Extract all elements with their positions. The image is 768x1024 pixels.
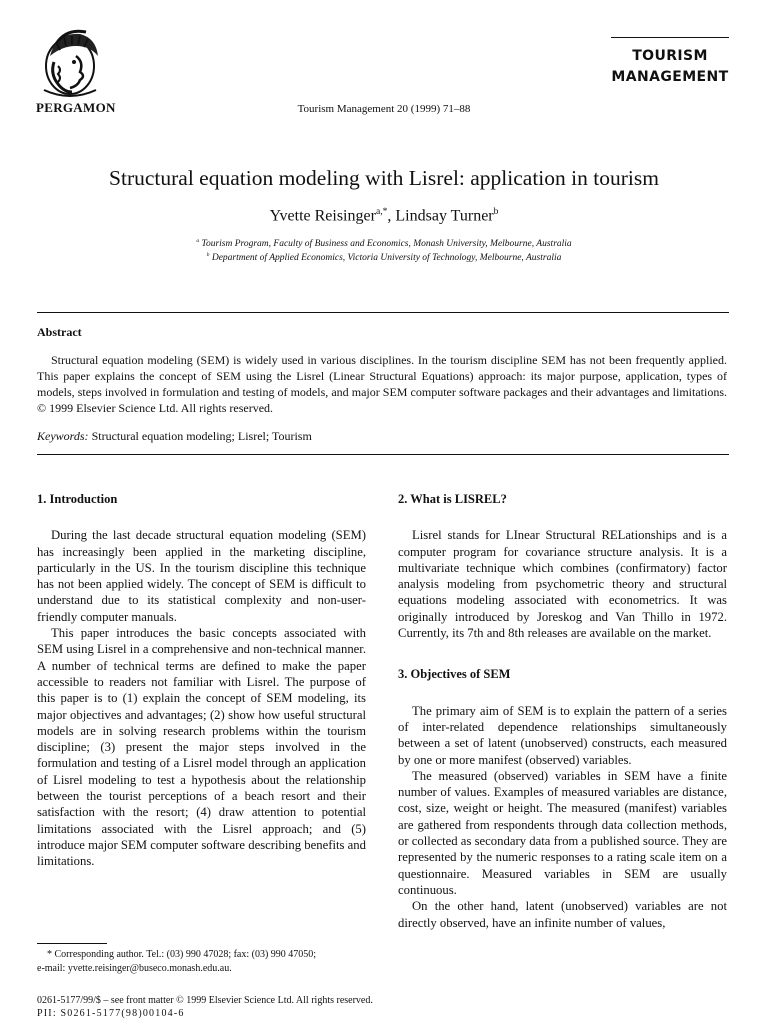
abstract-text: Structural equation modeling (SEM) is widely used in various disciplines. In the tourism discipline SEM has not been frequently applied. This paper explains the concept of SEM using the Lisrel (Linear Structural Equations) approach: its major purpose, application, types of models, steps involved in formulation and testing of models, and major SEM computer software packages and their advantages and limitations. © 1999 Elsevier Science Ltd. All rights reserved. — [37, 353, 727, 415]
footnote-line-2: e-mail: yvette.reisinger@buseco.monash.edu.au. — [37, 963, 232, 974]
keywords-value: Structural equation modeling; Lisrel; Tourism — [91, 429, 312, 443]
author-1: Yvette Reisinger — [269, 207, 376, 225]
abstract-heading: Abstract — [37, 325, 82, 339]
abstract-top-rule — [37, 312, 729, 313]
author-1-marks: a,* — [375, 206, 388, 217]
affiliation-a — [0, 238, 768, 249]
affiliation-a-mark: a — [196, 238, 200, 244]
pii-line: PII: S0261-5177(98)00104-6 — [37, 1008, 185, 1019]
section-3-title: 3. Objectives of SEM — [398, 667, 511, 682]
intro-paragraph-1: During the last decade structural equation modeling (SEM) has increasingly been applied in the marketing discipline, particularly in the US. In the tourism discipline this technique has not been applied widely. The concept of SEM is difficult to understand due to its statistical complexity and non-user-friendly computer manuals. — [37, 528, 366, 624]
article-title: Structural equation modeling with Lisrel: application in tourism — [109, 166, 659, 190]
abstract-bottom-rule — [37, 454, 729, 455]
author-2-marks: b — [493, 206, 499, 217]
brand-line-1: TOURISM — [632, 48, 708, 64]
brand-divider — [611, 37, 729, 38]
affiliation-b — [0, 252, 768, 263]
brand-line-2: MANAGEMENT — [611, 69, 729, 85]
helmeted-head-emblem-icon — [36, 26, 106, 98]
author-separator: , — [387, 207, 396, 225]
lisrel-paragraph: Lisrel stands for LInear Structural RELationships and is a computer program for covariance structure analysis. It is a multivariate technique which combines (confirmatory) factor analysis modeling from psychometric theory and structural equations modeling associated with econometrics. It was originally introduced by Joreskog and Van Thillo in 1972. Currently, its 7th and 8th releases are available on the market. — [398, 528, 727, 641]
intro-paragraph-2: This paper introduces the basic concepts associated with SEM using Lisrel in a comprehensive and non-technical manner. A number of technical terms are defined to make the paper accessible to readers not familiar with Lisrel. The purpose of this paper is to (1) explain the concept of SEM modeling, its major objectives and advantages; (2) show how useful structural models are in solving research problems within the tourism discipline; (3) present the major steps involved in the formulation and testing of a Lisrel model through an application of Lisrel modeling to test a hypothesis about the relationship between the tourist perceptions of a beach resort and their satisfaction with the resort; (4) draw attention to potential limitations associated with the Lisrel approach; and (5) introduce major SEM computer software describing benefits and limitations. — [37, 626, 366, 869]
section-1-title: 1. Introduction — [37, 492, 118, 506]
author-2: Lindsay Turner — [395, 207, 494, 225]
right-column — [398, 491, 727, 931]
keywords-label: Keywords: — [37, 429, 89, 443]
affiliation-a-text: Tourism Program, Faculty of Business and Economics, Monash University, Melbourne, Australia — [201, 239, 572, 250]
objectives-paragraph-1: The primary aim of SEM is to explain the pattern of a series of inter-related dependence relationships simultaneously between a set of latent (unobserved) constructs, each measured by one or more manifest (observed) variables. — [398, 703, 727, 767]
left-column — [37, 491, 366, 870]
keywords — [37, 429, 312, 444]
objectives-paragraph-3: On the other hand, latent (unobserved) variables are not directly observed, have an infinite number of values, — [398, 899, 727, 930]
publisher-name: PERGAMON — [36, 100, 116, 115]
section-2-title: 2. What is LISREL? — [398, 492, 507, 506]
footnote-rule — [37, 943, 107, 944]
journal-reference: Tourism Management 20 (1999) 71–88 — [297, 103, 471, 115]
journal-brand — [611, 46, 729, 88]
affiliation-b-mark: b — [206, 252, 210, 258]
footnote — [37, 948, 372, 976]
footnote-line-1: * Corresponding author. Tel.: (03) 990 47028; fax: (03) 990 47050; — [47, 949, 317, 960]
issn-line: 0261-5177/99/$ – see front matter © 1999 Elsevier Science Ltd. All rights reserved. — [37, 995, 373, 1006]
objectives-paragraph-2: The measured (observed) variables in SEM have a finite number of values. Examples of measured variables are distance, cost, size, weight or height. The measured (manifest) variables are gathered from respondents through data collection methods, or collected as secondary data from a published source. They are represented by the numeric responses to a rating scale item on a questionnaire. Measured variables in SEM are usually continuous. — [398, 768, 727, 897]
affiliation-b-text: Department of Applied Economics, Victoria University of Technology, Melbourne, Australia — [211, 253, 562, 264]
author-list — [0, 206, 768, 225]
